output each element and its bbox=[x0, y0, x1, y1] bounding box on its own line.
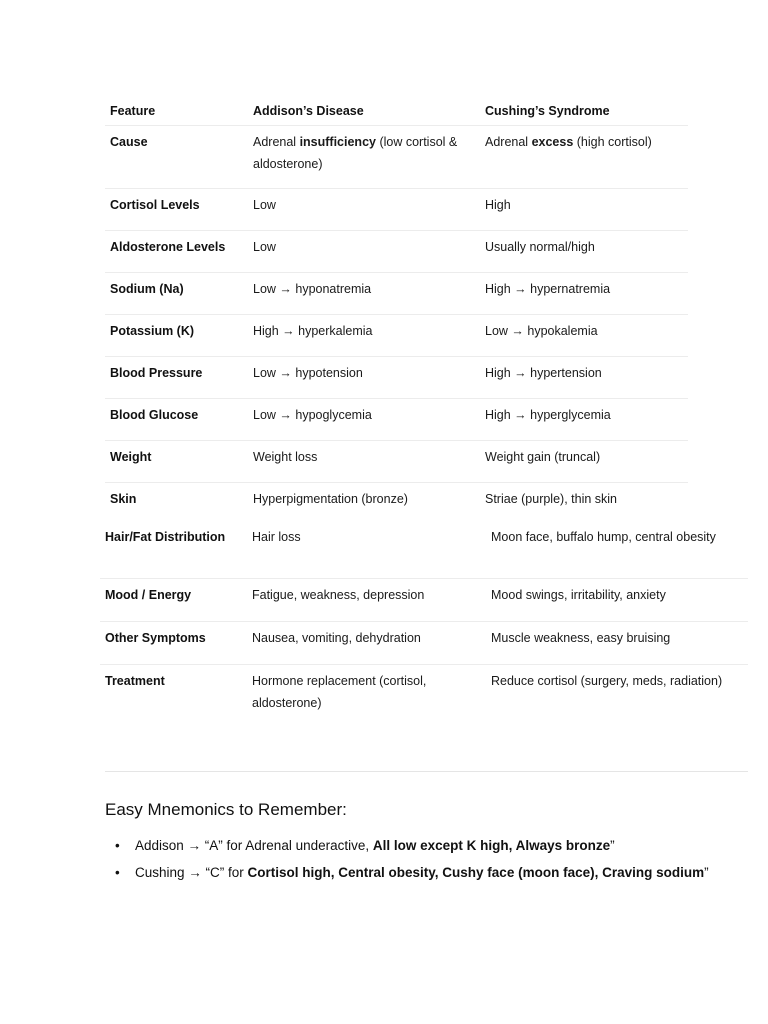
cushing-cell: Usually normal/high bbox=[485, 240, 595, 254]
cushing-cell: Reduce cortisol (surgery, meds, radiation) bbox=[491, 674, 723, 688]
comparison-table-lower bbox=[100, 521, 748, 725]
table-row bbox=[105, 483, 688, 518]
addison-cell: High → hyperkalemia bbox=[253, 324, 373, 338]
table-row bbox=[105, 315, 688, 357]
table-row bbox=[105, 126, 688, 189]
cushing-cell: Adrenal excess (high cortisol) bbox=[485, 135, 652, 149]
cushing-cell: Low → hypokalemia bbox=[485, 324, 598, 338]
table-row bbox=[105, 441, 688, 483]
addison-cell: Weight loss bbox=[253, 450, 318, 464]
mnemonics-heading: Easy Mnemonics to Remember: bbox=[105, 800, 347, 819]
list-item: • Addison → “A” for Adrenal underactive, All low except K high, Always bronze” bbox=[105, 832, 755, 859]
feature-cell: Blood Pressure bbox=[110, 366, 203, 380]
cushing-cell: Muscle weakness, easy bruising bbox=[491, 631, 671, 645]
cushing-cell: Weight gain (truncal) bbox=[485, 450, 601, 464]
table-row bbox=[105, 399, 688, 441]
table-row bbox=[100, 622, 748, 665]
feature-cell: Skin bbox=[110, 492, 137, 506]
feature-cell: Treatment bbox=[105, 674, 165, 688]
cushing-cell: Mood swings, irritability, anxiety bbox=[491, 588, 666, 602]
comparison-table-upper bbox=[105, 95, 688, 518]
addison-cell: Low bbox=[253, 240, 276, 254]
mnemonics-list bbox=[105, 832, 755, 886]
feature-cell: Aldosterone Levels bbox=[110, 240, 226, 254]
header-addison: Addison’s Disease bbox=[253, 104, 364, 118]
addison-cell: Nausea, vomiting, dehydration bbox=[252, 631, 421, 645]
feature-cell: Weight bbox=[110, 450, 152, 464]
feature-cell: Sodium (Na) bbox=[110, 282, 184, 296]
table-row bbox=[100, 521, 748, 579]
table-header-row bbox=[105, 95, 688, 126]
table-row bbox=[105, 189, 688, 231]
cushing-cell: Striae (purple), thin skin bbox=[485, 492, 618, 506]
cushing-cell: Moon face, buffalo hump, central obesity bbox=[491, 530, 716, 544]
addison-cell: Fatigue, weakness, depression bbox=[252, 588, 425, 602]
addison-cell: Low → hypotension bbox=[253, 366, 363, 380]
addison-cell: Low → hyponatremia bbox=[253, 282, 372, 296]
feature-cell: Mood / Energy bbox=[105, 588, 192, 602]
table-row bbox=[100, 579, 748, 622]
section-divider bbox=[105, 771, 748, 772]
table-row bbox=[105, 273, 688, 315]
cushing-cell: High → hypernatremia bbox=[485, 282, 611, 296]
feature-cell: Hair/Fat Distribution bbox=[105, 530, 226, 544]
table-row bbox=[100, 665, 748, 725]
cushing-cell: High bbox=[485, 198, 511, 212]
list-item: • Cushing → “C” for Cortisol high, Central obesity, Cushy face (moon face), Craving sodium” bbox=[105, 859, 755, 886]
feature-cell: Blood Glucose bbox=[110, 408, 199, 422]
addison-cell: Low → hypoglycemia bbox=[253, 408, 372, 422]
cushing-cell: High → hyperglycemia bbox=[485, 408, 611, 422]
cushing-cell: High → hypertension bbox=[485, 366, 602, 380]
addison-cell: Hyperpigmentation (bronze) bbox=[253, 492, 408, 506]
addison-cell: Low bbox=[253, 198, 276, 212]
feature-cell: Cause bbox=[110, 135, 148, 149]
bullet-icon: • bbox=[115, 838, 120, 853]
feature-cell: Other Symptoms bbox=[105, 631, 206, 645]
feature-cell: Potassium (K) bbox=[110, 324, 195, 338]
table-row bbox=[105, 357, 688, 399]
table-row bbox=[105, 231, 688, 273]
addison-cell: Hair loss bbox=[252, 530, 301, 544]
header-feature: Feature bbox=[110, 104, 156, 118]
addison-cell: Adrenal insufficiency (low cortisol & aldosterone) bbox=[253, 135, 458, 171]
header-cushing: Cushing’s Syndrome bbox=[485, 104, 610, 118]
addison-cell: Hormone replacement (cortisol, aldosterone) bbox=[252, 674, 427, 710]
feature-cell: Cortisol Levels bbox=[110, 198, 200, 212]
bullet-icon: • bbox=[115, 865, 120, 880]
